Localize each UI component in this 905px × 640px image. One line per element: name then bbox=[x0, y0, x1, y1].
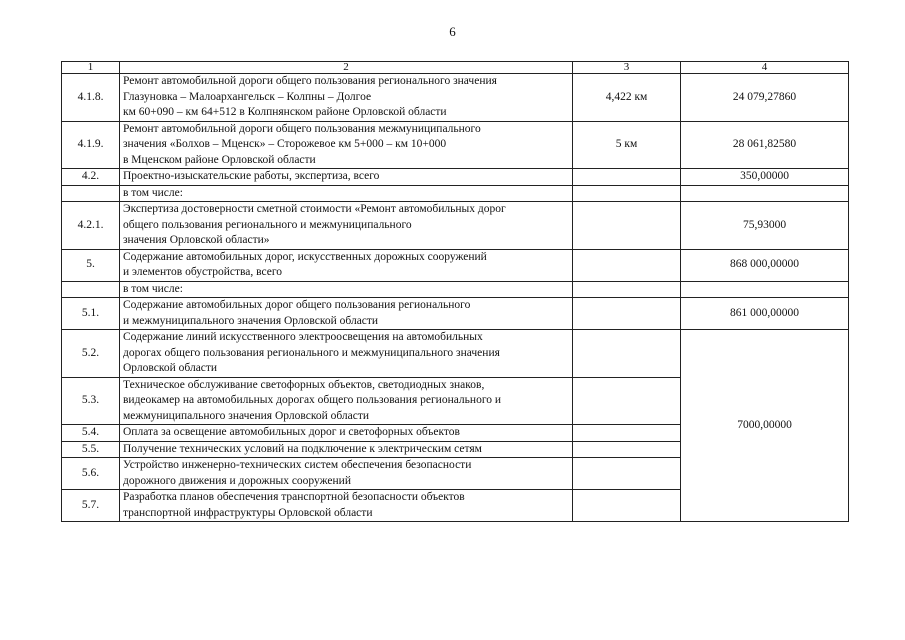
item-description bbox=[120, 169, 573, 186]
column-header: 4 bbox=[681, 62, 849, 74]
description-line: в Мценском районе Орловской области bbox=[123, 153, 316, 166]
table-row bbox=[62, 202, 849, 250]
description-line: значения Орловской области» bbox=[123, 234, 270, 246]
description-line: Ремонт автомобильной дороги общего пользования регионального значения bbox=[123, 75, 497, 87]
item-number: 5. bbox=[62, 249, 120, 281]
item-amount bbox=[681, 281, 849, 298]
table-row bbox=[62, 249, 849, 281]
item-description bbox=[120, 185, 573, 202]
item-number: 5.4. bbox=[62, 425, 120, 442]
item-volume bbox=[573, 202, 681, 250]
item-volume bbox=[573, 185, 681, 202]
item-number: 4.1.8. bbox=[62, 74, 120, 122]
item-number: 5.1. bbox=[62, 298, 120, 330]
table-row bbox=[62, 298, 849, 330]
description-line: Экспертиза достоверности сметной стоимости «Ремонт автомобильных дорог bbox=[123, 203, 506, 215]
description-line: в том числе: bbox=[123, 282, 183, 295]
item-number bbox=[62, 185, 120, 202]
item-number: 4.2. bbox=[62, 169, 120, 186]
item-description bbox=[120, 281, 573, 298]
item-description bbox=[120, 74, 573, 122]
merged-amount: 7000,00000 bbox=[681, 330, 849, 522]
description-line: дорожного движения и дорожных сооружений bbox=[123, 474, 351, 487]
item-amount: 861 000,00000 bbox=[681, 298, 849, 330]
item-amount: 350,00000 bbox=[681, 169, 849, 186]
description-line: Получение технических условий на подключение к электрическим сетям bbox=[123, 442, 482, 455]
item-number: 5.5. bbox=[62, 441, 120, 458]
description-line: межмуниципального значения Орловской области bbox=[123, 409, 370, 422]
item-volume bbox=[573, 425, 681, 442]
table-row bbox=[62, 330, 849, 378]
table-row bbox=[62, 281, 849, 298]
item-description bbox=[120, 490, 573, 522]
item-volume bbox=[573, 298, 681, 330]
item-volume bbox=[573, 281, 681, 298]
item-description bbox=[120, 121, 573, 169]
item-number: 4.2.1. bbox=[62, 202, 120, 250]
page-number: 6 bbox=[449, 24, 456, 39]
description-line: км 60+090 – км 64+512 в Колпнянском районе Орловской области bbox=[123, 106, 447, 118]
item-description bbox=[120, 298, 573, 330]
description-line: транспортной инфраструктуры Орловской области bbox=[123, 506, 373, 519]
description-line: видеокамер на автомобильных дорогах общего пользования регионального и bbox=[123, 394, 502, 406]
item-description bbox=[120, 425, 573, 442]
item-volume: 5 км bbox=[573, 121, 681, 169]
column-header: 2 bbox=[120, 62, 573, 74]
table-row bbox=[62, 169, 849, 186]
description-line: Содержание автомобильных дорог общего пользования регионального bbox=[123, 299, 471, 311]
table-row bbox=[62, 185, 849, 202]
item-number bbox=[62, 281, 120, 298]
budget-table bbox=[61, 61, 849, 522]
description-line: и элементов обустройства, всего bbox=[123, 266, 283, 278]
item-description bbox=[120, 458, 573, 490]
item-number: 5.6. bbox=[62, 458, 120, 490]
item-amount: 24 079,27860 bbox=[681, 74, 849, 122]
description-line: Содержание линий искусственного электроосвещения на автомобильных bbox=[123, 331, 483, 343]
description-line: Ремонт автомобильной дороги общего пользования межмуниципального bbox=[123, 122, 481, 135]
item-description bbox=[120, 330, 573, 378]
item-description bbox=[120, 441, 573, 458]
table-row bbox=[62, 74, 849, 122]
item-volume: 4,422 км bbox=[573, 74, 681, 122]
description-line: Проектно-изыскательские работы, экспертиза, всего bbox=[123, 170, 380, 182]
description-line: в том числе: bbox=[123, 186, 183, 199]
table-header-row bbox=[62, 62, 849, 74]
description-line: значения «Болхов – Мценск» – Сторожевое км 5+000 – км 10+000 bbox=[123, 138, 447, 150]
description-line: Глазуновка – Малоархангельск – Колпны – Долгое bbox=[123, 90, 372, 103]
description-line: общего пользования регионального и межмуниципального bbox=[123, 218, 412, 231]
item-volume bbox=[573, 377, 681, 425]
description-line: Разработка планов обеспечения транспортной безопасности объектов bbox=[123, 491, 465, 503]
item-volume bbox=[573, 458, 681, 490]
item-volume bbox=[573, 441, 681, 458]
item-volume bbox=[573, 249, 681, 281]
description-line: Техническое обслуживание светофорных объектов, светодиодных знаков, bbox=[123, 378, 485, 391]
item-number: 5.7. bbox=[62, 490, 120, 522]
description-line: Орловской области bbox=[123, 362, 218, 374]
description-line: Оплата за освещение автомобильных дорог и светофорных объектов bbox=[123, 426, 460, 438]
item-amount: 868 000,00000 bbox=[681, 249, 849, 281]
table-row bbox=[62, 121, 849, 169]
item-amount bbox=[681, 185, 849, 202]
item-volume bbox=[573, 169, 681, 186]
item-number: 5.2. bbox=[62, 330, 120, 378]
item-volume bbox=[573, 490, 681, 522]
column-header: 1 bbox=[62, 62, 120, 74]
item-amount: 75,93000 bbox=[681, 202, 849, 250]
item-description bbox=[120, 249, 573, 281]
item-amount: 28 061,82580 bbox=[681, 121, 849, 169]
item-number: 5.3. bbox=[62, 377, 120, 425]
item-number: 4.1.9. bbox=[62, 121, 120, 169]
description-line: дорогах общего пользования регионального и межмуниципального значения bbox=[123, 346, 500, 359]
description-line: Содержание автомобильных дорог, искусственных дорожных сооружений bbox=[123, 250, 487, 263]
item-volume bbox=[573, 330, 681, 378]
item-description bbox=[120, 202, 573, 250]
description-line: и межмуниципального значения Орловской области bbox=[123, 314, 379, 327]
description-line: Устройство инженерно-технических систем обеспечения безопасности bbox=[123, 459, 472, 471]
item-description bbox=[120, 377, 573, 425]
column-header: 3 bbox=[573, 62, 681, 74]
